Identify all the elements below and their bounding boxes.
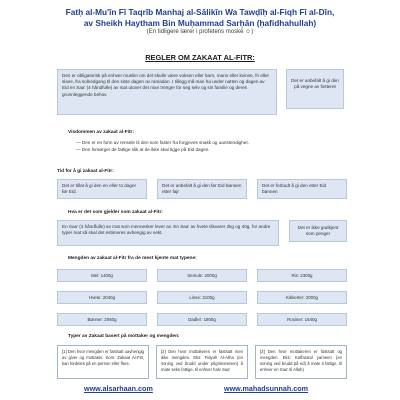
amount-cell: Semule: 2000g xyxy=(157,269,247,282)
amount-cell: Bønner: 2060g xyxy=(57,313,147,326)
header-subtitle: (En tidligere lærer i profetens moské ☺) xyxy=(146,29,254,35)
money-note-box: Det er ikke godkjent som penger xyxy=(289,220,347,242)
recipient-box-3: [3] Den hvor mottakeren er fastsatt og mengden. Eks: Kaffaratul yameen (en soning ved brudd på ed) å mate ti fattige, til enhver en Saa' til Allah) xyxy=(255,345,347,379)
wisdom-point: — Den er en form av rensele til den som faster fra forgjeves snakk og uanstendighet. xyxy=(76,140,356,147)
time-box-allowed: Det er tillat å gi den en eller to dager før Eid. xyxy=(57,179,147,199)
time-box-recommended: Det er anbefalt å gi den før Eid bønnen etter fajr xyxy=(157,179,247,199)
what-heading: Hva er det som gjelder som zakaat al-Fitr: xyxy=(68,210,163,215)
what-box: En Saa' (4 håndfulle) av mat som mennesker lever av. En Saa' av hvete tilsvarer 2kg og 40g, for andre typer mat så skal det estimeres avhengig av vekt. xyxy=(57,220,279,246)
amount-cell: Kikkerter: 2000g xyxy=(257,291,347,304)
header-title-line2: av Sheikh Haytham Bin Muḥammad Sarḥān (ḥafidhahullah) xyxy=(83,18,317,28)
amount-cell: Rosiner: 1640g xyxy=(257,313,347,326)
amount-cell: Mel: 1400g xyxy=(57,269,147,282)
time-heading: Tid for å gi zakaat al-Fitr: xyxy=(57,169,114,174)
amount-cell: Hvete: 2040g xyxy=(57,291,147,304)
amount-cell: Linse: 2100g xyxy=(157,291,247,304)
recipient-box-2: [2] Den hvor mottakeren er fastsatt men ikke mengden. Eks: Fidyah Al-Atha (en soning ved brudd under pilgrimsreisen) å mate seks fattige, til enhver halv Saa' xyxy=(156,345,248,379)
time-box-forbidden: Det er forbudt å gi den etter Eid bønnen xyxy=(257,179,347,199)
footer-link-mahadsunnah[interactable]: www.mahadsunnah.com xyxy=(224,384,308,393)
wisdom-list xyxy=(76,140,356,154)
fetus-note-box: Det er anbefalt å gi den på vegne av fosteret xyxy=(286,69,344,109)
recipient-box-1: [1] Den hvor mengden er fastsatt uavhengig av giver og mottaker. Som: Zakaat Al-Fitr, kan fordeles på en person eller flere. xyxy=(57,345,149,379)
amount-cell: Ris: 2300g xyxy=(257,269,347,282)
recipients-heading: Typer av Zakaat basert på mottaker og mengden: xyxy=(68,334,180,339)
header-title-line1: Fatḥ al-Mu'īn Fī Taqrīb Manhaj al-Sālikīn Wa Tawḍīḥ al-Fiqh Fī al-Dīn, xyxy=(65,7,335,17)
page-title: REGLER OM ZAKAAT AL-FITR: xyxy=(145,53,255,62)
intro-box: Den er obligatorisk på enhver muslim om det skulle være voksen eller barn, mann eller kvinne, fri eller slave, fra solnedgang til den siste dagen av ramadan. I tillegg må man ha under natten og dagen av Eid en Saa' (4 håndfulle) av mat utover det man trenger for seg selv og sin familie og deres grunnleggende behov. xyxy=(57,69,277,115)
wisdom-heading: Visdommen av zakaat al-Fitr: xyxy=(68,130,135,135)
wisdom-point: — Den forsørger de fattige slik at de ikke skal tigge på Eid dagen. xyxy=(76,147,356,154)
footer-link-alsarhaan[interactable]: www.alsarhaan.com xyxy=(84,384,153,393)
amount-cell: Dadler: 1800g xyxy=(157,313,247,326)
amounts-heading: Mengden av zakaat al-Fitr fra de mest kjente mat typene: xyxy=(68,256,197,261)
